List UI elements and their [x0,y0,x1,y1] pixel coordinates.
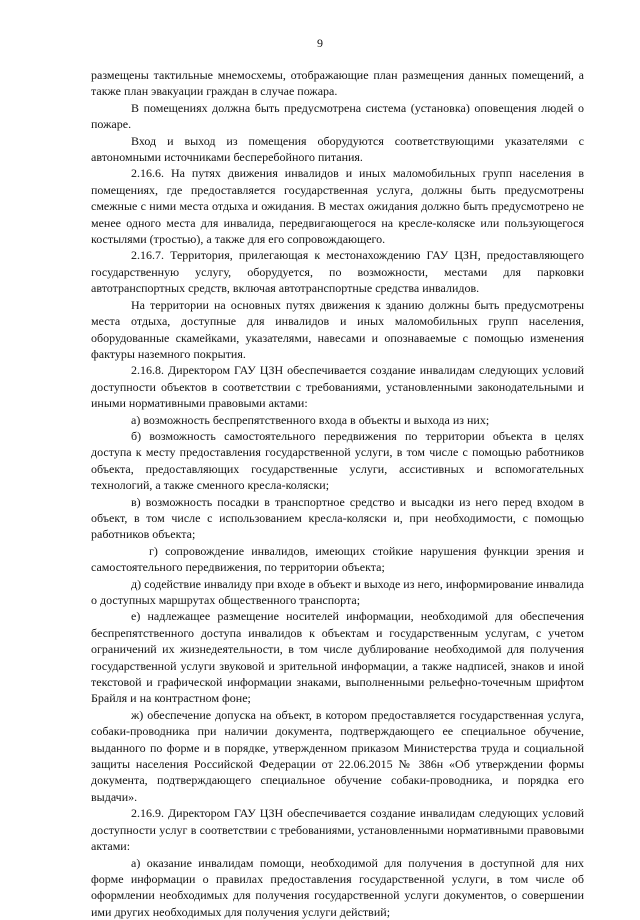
paragraph: На территории на основных путях движения к зданию должны быть предусмотрены места отдыха, доступные для инвалидов и иных маломобильных групп населения, оборудованные скамейками, указателями, навесами и опознаваемые с помощью изменения фактуры наземного покрытия. [91,297,584,363]
paragraph: а) возможность беспрепятственного входа в объекты и выхода из них; [91,412,584,428]
paragraph: 2.16.7. Территория, прилегающая к местонахождению ГАУ ЦЗН, предоставляющего государственную услугу, оборудуется, по возможности, местами для парковки автотранспортных средств, включая автотранспортные средства инвалидов. [91,247,584,296]
page-number: 9 [0,36,640,50]
paragraph: 2.16.9. Директором ГАУ ЦЗН обеспечивается создание инвалидам следующих условий доступности услуг в соответствии с требованиями, установленными нормативными правовыми актами: [91,805,584,854]
paragraph: д) содействие инвалиду при входе в объект и выходе из него, информирование инвалида о доступных маршрутах общественного транспорта; [91,576,584,609]
paragraph: ж) обеспечение допуска на объект, в котором предоставляется государственная услуга, собаки-проводника при наличии документа, подтверждающего ее специальное обучение, выданного по форме и в порядке, утвержденном приказом Министерства труда и социальной защиты населения Российской Федерации от 22.06.2015 № 386н «Об утверждении формы документа, подтверждающего специальное обучение собаки-проводника, и порядка его выдачи». [91,707,584,805]
paragraph: б) возможность самостоятельного передвижения по территории объекта в целях доступа к месту предоставления государственной услуги, в том числе с помощью работников объекта, предоставляющих государственные услуги, ассистивных и вспомогательных технологий, а также сменного кресла-коляски; [91,428,584,494]
paragraph: размещены тактильные мнемосхемы, отображающие план размещения данных помещений, а также план эвакуации граждан в случае пожара. [91,67,584,100]
paragraph: в) возможность посадки в транспортное средство и высадки из него перед входом в объект, в том числе с использованием кресла-коляски и, при необходимости, с помощью работников объекта; [91,494,584,543]
paragraph: 2.16.8. Директором ГАУ ЦЗН обеспечивается создание инвалидам следующих условий доступности объектов в соответствии с требованиями, установленными законодательными и иными нормативными правовыми актами: [91,362,584,411]
paragraph: В помещениях должна быть предусмотрена система (установка) оповещения людей о пожаре. [91,100,584,133]
paragraph: е) надлежащее размещение носителей информации, необходимой для обеспечения беспрепятственного доступа инвалидов к объектам и государственным услугам, с учетом ограничений их жизнедеятельности, в том числе дублирование необходимой для получения государственной услуги звуковой и зрительной информации, а также надписей, знаков и иной текстовой и графической информации знаками, выполненными рельефно-точечным шрифтом Брайля и на контрастном фоне; [91,608,584,706]
paragraph: 2.16.6. На путях движения инвалидов и иных маломобильных групп населения в помещениях, где предоставляется государственная услуга, должны быть предусмотрены смежные с ними места отдыха и ожидания. В местах ожидания должно быть предусмотрено не менее одного места для инвалида, передвигающегося на кресле-коляске или пользующегося костылями (тростью), а также для его сопровождающего. [91,165,584,247]
paragraph: Вход и выход из помещения оборудуются соответствующими указателями с автономными источниками бесперебойного питания. [91,133,584,166]
paragraph: г) сопровождение инвалидов, имеющих стойкие нарушения функции зрения и самостоятельного передвижения, по территории объекта; [91,543,584,576]
document-body [91,67,584,920]
paragraph: а) оказание инвалидам помощи, необходимой для получения в доступной для них форме информации о правилах предоставления государственной услуги, в том числе об оформлении необходимых для получения государственной услуги документов, о совершении ими других необходимых для получения услуги действий; [91,855,584,920]
